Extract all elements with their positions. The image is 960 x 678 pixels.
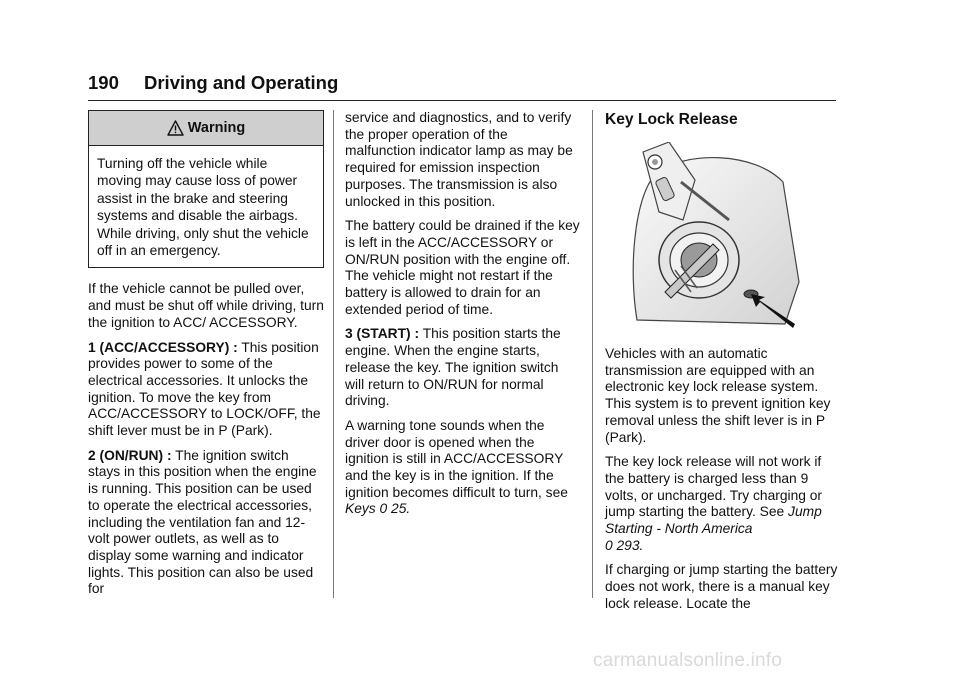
warning-box [88, 110, 324, 268]
paragraph: The battery could be drained if the key is left in the ACC/ACCESSORY or ON/RUN position with the engine off. The vehicle might not restart if the battery is allowed to drain for an extended period of time. [345, 218, 580, 317]
warning-header [89, 111, 323, 146]
key-lock-release-illustration [625, 142, 805, 332]
paragraph [345, 418, 581, 518]
column-divider [333, 110, 334, 598]
page-reference: 0 25. [379, 501, 411, 517]
column-left [88, 110, 324, 606]
warning-title: Warning [187, 120, 246, 136]
page-reference: 0 293. [605, 537, 644, 553]
cross-reference-link[interactable]: Jump Starting - North America [605, 504, 822, 537]
list-item [345, 326, 581, 410]
paragraph [605, 454, 841, 554]
cross-reference-link[interactable]: Keys [345, 501, 376, 517]
item-text: This position starts the engine. When the engine starts, release the key. The ignition switch will return to ON/RUN for normal driving. [345, 326, 561, 409]
item-label: 2 (ON/RUN) : [88, 447, 172, 463]
paragraph: If charging or jump starting the battery does not work, there is a manual key lock release. Locate the [605, 562, 838, 611]
column-middle [345, 110, 581, 526]
list-item [88, 448, 324, 598]
page-header [88, 70, 836, 101]
item-label: 3 (START) : [345, 326, 420, 342]
paragraph: service and diagnostics, and to verify the proper operation of the malfunction indicator lamp as may be required for emission inspection purposes. The transmission is also unlocked in this position. [345, 110, 573, 209]
paragraph-text: A warning tone sounds when the driver door is opened when the ignition is still in ACC/ACCESSORY and the key is in the ignition. If the ignition becomes difficult to turn, see [345, 417, 568, 500]
warning-text: Turning off the vehicle while moving may cause loss of power assist in the brake and steering systems and disable the airbags. While driving, only shut the vehicle off in an emergency. [97, 156, 309, 259]
column-right [605, 110, 841, 621]
list-item [88, 340, 324, 440]
paragraph-text: The key lock release will not work if the battery is charged less than 9 volts, or uncharged. Try charging or jump starting the battery. See [605, 454, 823, 520]
paragraph: If the vehicle cannot be pulled over, and must be shut off while driving, turn the ignition to ACC/ ACCESSORY. [88, 281, 324, 330]
page-number: 190 [88, 72, 119, 93]
paragraph: Vehicles with an automatic transmission are equipped with an electronic key lock release system. This system is to prevent ignition key removal unless the shift lever is in P (Park). [605, 346, 831, 445]
subsection-heading: Key Lock Release [605, 111, 738, 128]
item-text: This position provides power to some of the electrical accessories. It unlocks the ignition. To move the key from ACC/ACCESSORY to LOCK/OFF, the shift lever must be in P (Park). [88, 339, 321, 439]
column-divider [592, 110, 593, 598]
warning-triangle-icon [167, 120, 184, 136]
watermark: carmanualsonline.info [593, 650, 783, 671]
section-title: Driving and Operating [144, 72, 339, 93]
item-label: 1 (ACC/ACCESSORY) : [88, 339, 238, 355]
item-text: The ignition switch stays in this position when the engine is running. This position can be used to operate the electrical accessories, including the ventilation fan and 12-volt power outlets, as well as to display some warning and indicator lights. This position can also be used for [88, 447, 317, 597]
